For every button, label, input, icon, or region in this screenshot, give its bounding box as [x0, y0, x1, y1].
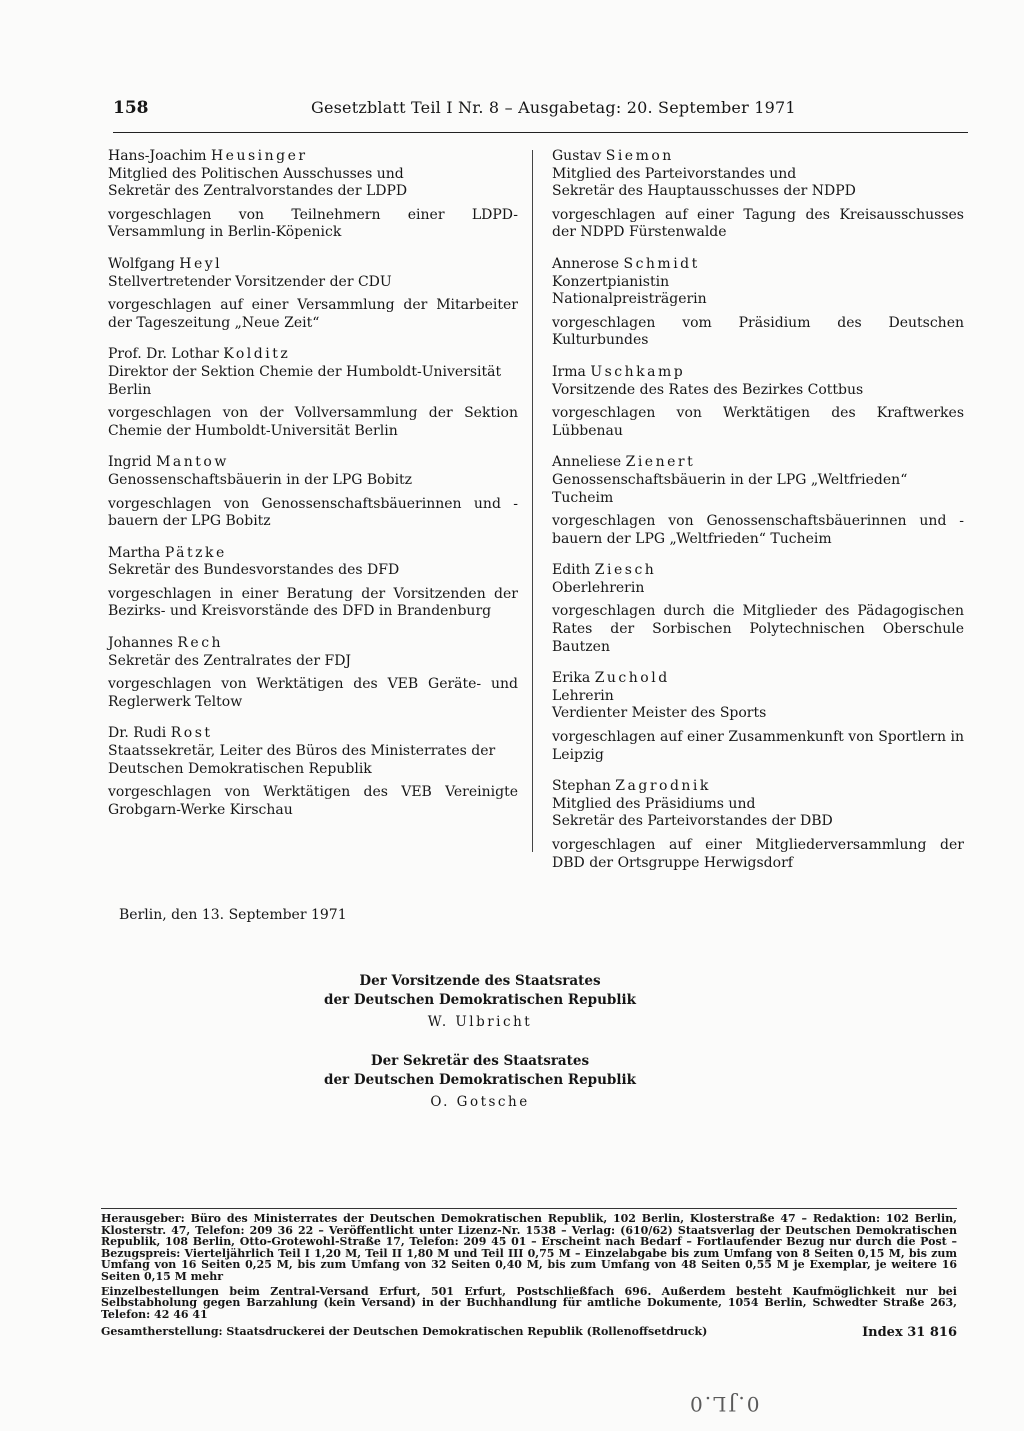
nominee-role: Genossenschaftsbäuerin in der LPG Bobitz — [108, 471, 413, 488]
nominee-name: Gustav Siemon — [552, 148, 674, 164]
gazette-title: Gesetzblatt Teil I Nr. 8 – Ausgabetag: 20. September 1971 — [311, 98, 796, 117]
nominee-entry — [108, 148, 518, 242]
nominee-entry — [552, 364, 964, 440]
nominee-role: Vorsitzende des Rates des Bezirkes Cottbus — [552, 381, 864, 398]
nominee-role: Direktor der Sektion Chemie der Humboldt-Universität Berlin — [108, 363, 502, 398]
right-column — [552, 148, 964, 886]
nominee-proposal: vorgeschlagen in einer Beratung der Vorsitzenden der Bezirks- und Kreisvorstände des DFD in Brandenburg — [108, 585, 518, 620]
nominee-proposal: vorgeschlagen von Genossenschaftsbäuerinnen und -bauern der LPG „Weltfrieden“ Tucheim — [552, 513, 964, 547]
nominee-role: Sekretär des Hauptausschusses der NDPD — [552, 183, 856, 200]
nominee-name: Annerose Schmidt — [552, 255, 700, 272]
nominee-name: Hans-Joachim Heusinger — [108, 148, 308, 164]
page-header — [113, 98, 968, 133]
nominee-proposal: vorgeschlagen von Teilnehmern einer LDPD-Versammlung in Berlin-Köpenick — [108, 206, 518, 241]
left-column — [108, 148, 518, 833]
nominee-proposal: vorgeschlagen von Werktätigen des Kraftwerkes Lübbenau — [552, 405, 964, 439]
index-number: Index 31 816 — [862, 1325, 957, 1340]
nominee-name: Ingrid Mantow — [108, 454, 229, 471]
signature-block — [100, 972, 860, 1032]
nominee-role: Nationalpreisträgerin — [552, 291, 707, 308]
nominee-name: Irma Uschkamp — [552, 363, 686, 380]
printer-info: Gesamtherstellung: Staatsdruckerei der Deutschen Demokratischen Republik (Rollenoffsetdruck) — [101, 1325, 708, 1338]
nominee-role: Lehrerin — [552, 687, 614, 704]
signature-office: der Deutschen Demokratischen Republik — [324, 1072, 636, 1088]
nominee-name: Martha Pätzke — [108, 544, 227, 561]
nominee-name: Erika Zuchold — [552, 670, 670, 687]
nominee-entry — [108, 256, 518, 332]
nominee-entry — [552, 670, 964, 764]
nominee-proposal: vorgeschlagen auf einer Mitgliederversammlung der DBD der Ortsgruppe Herwigsdorf — [552, 837, 964, 871]
signatory-name: O. Gotsche — [430, 1094, 530, 1110]
nominee-proposal: vorgeschlagen von Genossenschaftsbäuerinnen und -bauern der LPG Bobitz — [108, 495, 518, 530]
nominee-role: Mitglied des Präsidiums und — [552, 795, 756, 812]
nominee-proposal: vorgeschlagen auf einer Tagung des Kreisausschusses der NDPD Fürstenwalde — [552, 206, 964, 241]
nominee-role: Mitglied des Politischen Ausschusses und — [108, 165, 404, 182]
nominee-entry — [108, 725, 518, 819]
nominee-name: Johannes Rech — [108, 635, 224, 652]
imprint — [101, 1208, 957, 1323]
nominee-entry — [552, 562, 964, 656]
nominee-proposal: vorgeschlagen auf einer Zusammenkunft von Sportlern in Leipzig — [552, 729, 964, 763]
nominee-proposal: vorgeschlagen vom Präsidium des Deutschen Kulturbundes — [552, 314, 964, 349]
nominee-role: Sekretär des Zentralvorstandes der LDPD — [108, 183, 408, 200]
signature-office: Der Vorsitzende des Staatsrates — [359, 973, 601, 989]
nominee-entry — [108, 454, 518, 530]
nominee-entry — [108, 635, 518, 711]
signatory-name: W. Ulbricht — [427, 1014, 533, 1030]
nominee-entry — [552, 778, 964, 872]
archive-stamp: 0.JL.0 — [688, 1392, 760, 1416]
nominee-role: Sekretär des Bundesvorstandes des DFD — [108, 562, 400, 579]
nominee-role: Oberlehrerin — [552, 579, 645, 596]
signature-office: Der Sekretär des Staatsrates — [370, 1053, 590, 1069]
nominee-proposal: vorgeschlagen von der Vollversammlung der Sektion Chemie der Humboldt-Universität Berlin — [108, 405, 518, 439]
page-number: 158 — [113, 98, 149, 118]
column-divider — [532, 150, 533, 852]
nominee-entry — [108, 346, 518, 440]
nominee-proposal: vorgeschlagen auf einer Versammlung der Mitarbeiter der Tageszeitung „Neue Zeit“ — [108, 297, 518, 331]
nominee-entry — [552, 454, 964, 548]
nominee-role: Mitglied des Parteivorstandes und — [552, 165, 797, 182]
signature-block — [100, 1052, 860, 1112]
nominee-entry — [108, 545, 518, 621]
nominee-role: Verdienter Meister des Sports — [552, 705, 767, 722]
printer-line — [101, 1325, 957, 1338]
imprint-publisher: Herausgeber: Büro des Ministerrates der Deutschen Demokratischen Republik, 102 Berlin, Klosterstraße 47 – Redaktion: 102 Berlin, Klosterstr. 47, Telefon: 209 36 22 – Veröffentlicht unter Lizenz-Nr. 1538 – Verlag: (610/62) Staatsverlag der Deutschen Demokratischen Republik, 108 Berlin, Otto-Grotewohl-Straße 17, Telefon: 209 45 01 – Erscheint nach Bedarf – Fortlaufender Bezug nur durch die Post – Bezugspreis: Vierteljährlich Teil I 1,20 M, Teil II 1,80 M und Teil III 0,75 M – Einzelabgabe bis zum Umfang von 8 Seiten 0,15 M, bis zum Umfang von 16 Seiten 0,25 M, bis zum Umfang von 32 Seiten 0,40 M, bis zum Umfang von 48 Seiten 0,55 M je Exemplar, je weitere 16 Seiten 0,15 M mehr — [101, 1212, 957, 1283]
nominee-name: Prof. Dr. Lothar Kolditz — [108, 346, 291, 363]
place-date: Berlin, den 13. September 1971 — [119, 907, 347, 923]
nominee-role: Konzertpianistin — [552, 273, 670, 290]
nominee-name: Edith Ziesch — [552, 562, 657, 579]
nominee-entry — [552, 148, 964, 242]
nominee-proposal: vorgeschlagen durch die Mitglieder des Pädagogischen Rates der Sorbischen Polytechnischen Oberschule Bautzen — [552, 603, 964, 655]
nominee-role: Staatssekretär, Leiter des Büros des Ministerrates der Deutschen Demokratischen Republik — [108, 743, 496, 777]
nominee-name: Dr. Rudi Rost — [108, 725, 213, 742]
nominee-role: Genossenschaftsbäuerin in der LPG „Weltfrieden“ Tucheim — [552, 471, 908, 506]
imprint-orders: Einzelbestellungen beim Zentral-Versand Erfurt, 501 Erfurt, Postschließfach 696. Außerdem besteht Kaufmöglichkeit nur bei Selbstabholung gegen Barzahlung (kein Versand) in der Buchhandlung für amtliche Dokumente, 1054 Berlin, Schwedter Straße 263, Telefon: 42 46 41 — [101, 1284, 957, 1321]
nominee-role: Stellvertretender Vorsitzender der CDU — [108, 273, 392, 290]
signature-office: der Deutschen Demokratischen Republik — [324, 992, 636, 1008]
nominee-name: Anneliese Zienert — [552, 454, 696, 471]
nominee-proposal: vorgeschlagen von Werktätigen des VEB Geräte- und Reglerwerk Teltow — [108, 676, 518, 710]
nominee-role: Sekretär des Zentralrates der FDJ — [108, 652, 352, 669]
nominee-name: Stephan Zagrodnik — [552, 778, 711, 795]
nominee-name: Wolfgang Heyl — [108, 255, 223, 272]
nominee-entry — [552, 256, 964, 350]
nominee-role: Sekretär des Parteivorstandes der DBD — [552, 813, 833, 830]
nominee-proposal: vorgeschlagen von Werktätigen des VEB Vereinigte Grobgarn-Werke Kirschau — [108, 784, 518, 818]
